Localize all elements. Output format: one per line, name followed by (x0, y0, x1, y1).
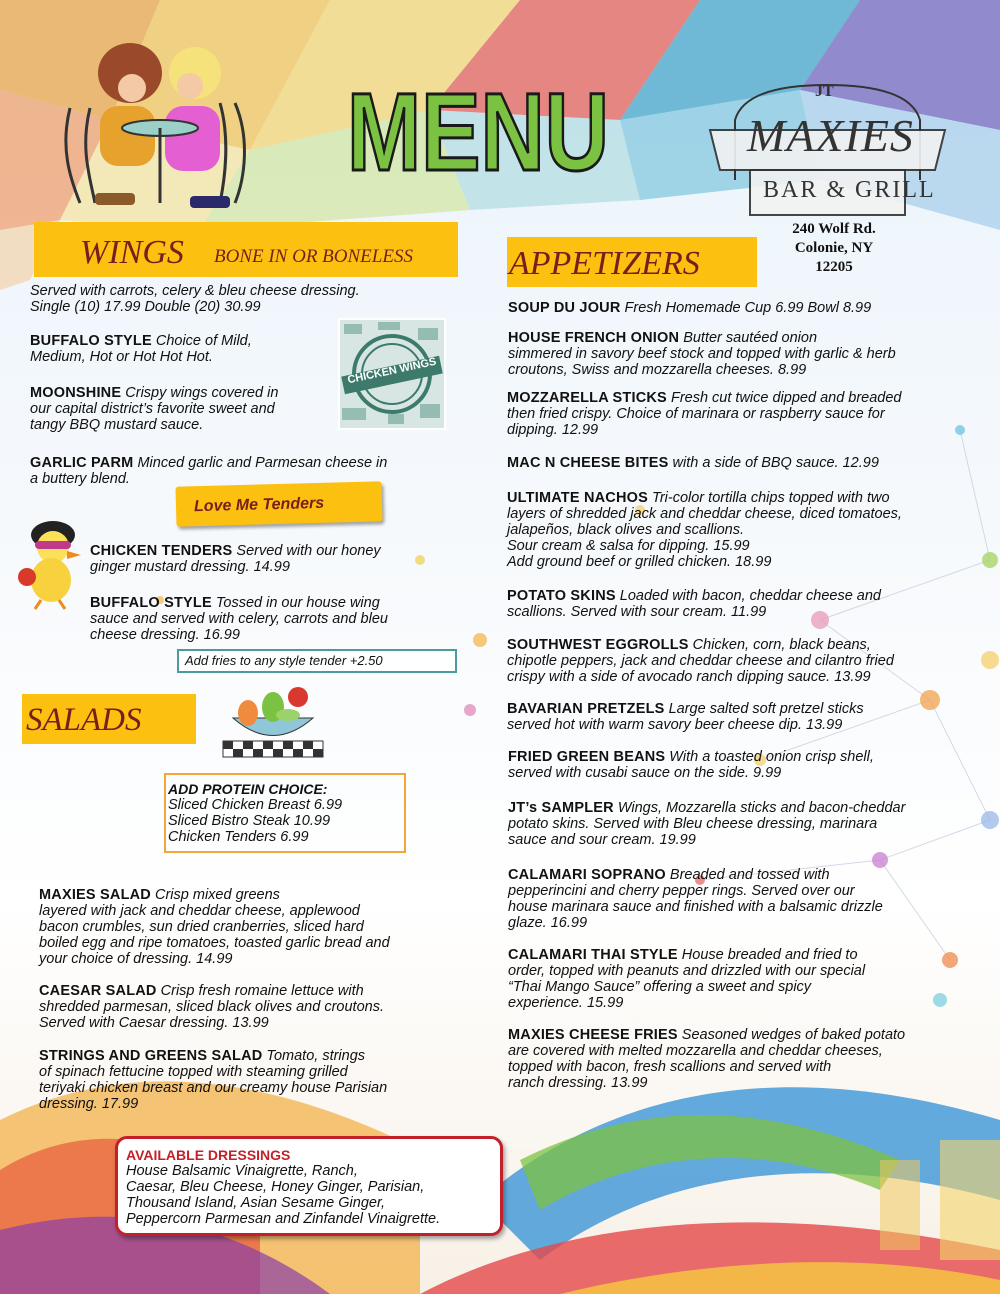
item-name: CAESAR SALAD (39, 983, 157, 999)
item-desc: experience. 15.99 (508, 995, 624, 1011)
item-name: BUFFALO STYLE (30, 333, 152, 349)
item-desc: Tomato, strings (262, 1048, 366, 1064)
menu-item (508, 1027, 905, 1091)
menu-item (90, 595, 388, 643)
salad-bowl-illustration (218, 683, 328, 763)
item-desc: croutons, Swiss and mozzarella cheeses. 8.99 (508, 362, 807, 378)
item-desc: cheese dressing. 16.99 (90, 627, 240, 643)
wings-title: WINGS (80, 234, 184, 271)
dressings-box (115, 1136, 503, 1236)
item-desc: Minced garlic and Parmesan cheese in (133, 455, 388, 471)
item-desc: served hot with warm savory beer cheese dip. 13.99 (507, 717, 843, 733)
address-line: 240 Wolf Rd. (792, 221, 876, 237)
dressing-line: Caesar, Bleu Cheese, Honey Ginger, Parisian, (126, 1179, 425, 1195)
menu-item (508, 330, 896, 378)
item-desc: of spinach fettucine topped with steaming grilled (39, 1064, 348, 1080)
item-name: MAXIES CHEESE FRIES (508, 1027, 678, 1043)
protein-option: Sliced Bistro Steak 10.99 (168, 813, 331, 829)
item-desc: Fresh cut twice dipped and breaded (666, 390, 902, 406)
menu-item (507, 490, 902, 570)
item-desc: layered with jack and cheddar cheese, applewood (39, 903, 360, 919)
item-name: FRIED GREEN BEANS (508, 749, 666, 765)
address (760, 220, 908, 277)
logo-name: MAXIES (747, 110, 914, 161)
item-name: STRINGS AND GREENS (39, 1048, 208, 1064)
dressing-line: Thousand Island, Asian Sesame Ginger, (126, 1195, 386, 1211)
item-name: MAC N CHEESE BITES (507, 455, 669, 471)
item-desc: dressing. 17.99 (39, 1096, 139, 1112)
item-desc: jalapeños, black olives and scallions. (507, 522, 744, 538)
dressing-line: House Balsamic Vinaigrette, Ranch, (126, 1163, 358, 1179)
tenders-banner-text: Love Me Tenders (193, 494, 325, 516)
item-desc: dipping. 12.99 (507, 422, 599, 438)
item-desc: shredded parmesan, sliced black olives and croutons. (39, 999, 384, 1015)
item-desc: with a side of BBQ sauce. 12.99 (668, 455, 879, 471)
item-desc: tangy BBQ mustard sauce. (30, 417, 204, 433)
item-desc: simmered in savory beef stock and topped with garlic & herb (508, 346, 896, 362)
item-desc: house marinara sauce and finished with a balsamic drizzle (508, 899, 883, 915)
protein-title: ADD PROTEIN CHOICE: (168, 781, 328, 797)
item-name: SOUTHWEST EGGROLLS (507, 637, 689, 653)
protein-option: Chicken Tenders 6.99 (168, 829, 309, 845)
item-desc: Add ground beef or grilled chicken. 18.99 (507, 554, 772, 570)
item-name: MAXIES SALAD (39, 887, 151, 903)
menu-item (507, 637, 894, 685)
item-name: HOUSE FRENCH ONION (508, 330, 680, 346)
address-line: 12205 (815, 259, 853, 275)
item-desc: Breaded and tossed with (665, 867, 830, 883)
item-desc: Fresh Homemade Cup 6.99 Bowl 8.99 (620, 300, 872, 316)
item-desc: Large salted soft pretzel sticks (664, 701, 864, 717)
menu-item (39, 1048, 387, 1112)
item-name: BAVARIAN PRETZELS (507, 701, 665, 717)
item-desc: Choice of Mild, (151, 333, 252, 349)
menu-item (508, 867, 883, 931)
item-desc: glaze. 16.99 (508, 915, 588, 931)
dressings-title: AVAILABLE DRESSINGS (126, 1147, 291, 1163)
menu-title-text: MENU (347, 71, 609, 194)
item-desc: scallions. Served with sour cream. 11.99 (507, 604, 767, 620)
wings-subtitle: BONE IN OR BONELESS (214, 246, 413, 267)
item-desc: Crisp fresh romaine lettuce with (156, 983, 364, 999)
item-name: BUFFALO STYLE (90, 595, 212, 611)
wings-intro-line: Single (10) 17.99 Double (20) 30.99 (30, 299, 261, 315)
menu-item (508, 300, 871, 316)
menu-item (508, 800, 905, 848)
item-desc: your choice of dressing. 14.99 (39, 951, 233, 967)
chicken-mascot-illustration (15, 505, 85, 610)
item-desc: Tri-color tortilla chips topped with two (648, 490, 890, 506)
item-desc: pepperincini and cherry pepper rings. Served over our (508, 883, 855, 899)
item-desc: “Thai Mango Sauce” offering a sweet and spicy (508, 979, 812, 995)
item-desc: potato skins. Served with Bleu cheese dressing, marinara (508, 816, 878, 832)
stamp-text: CHICKEN WINGS (346, 355, 438, 387)
item-desc: a buttery blend. (30, 471, 130, 487)
item-desc: Served with our honey (232, 543, 381, 559)
menu-item (30, 385, 278, 433)
menu-item (90, 543, 381, 575)
wings-intro-line: Served with carrots, celery & bleu cheese dressing. (30, 283, 360, 299)
menu-title (345, 70, 615, 194)
address-line: Colonie, NY (794, 240, 874, 256)
item-desc: our capital district’s favorite sweet and (30, 401, 275, 417)
item-desc: House breaded and fried to (677, 947, 858, 963)
item-desc: Served with Caesar dressing. 13.99 (39, 1015, 269, 1031)
menu-item (39, 983, 384, 1031)
item-desc: sauce and sour cream. 19.99 (508, 832, 696, 848)
item-desc: Crisp mixed greens (150, 887, 280, 903)
item-desc: sauce and served with celery, carrots and bleu (90, 611, 388, 627)
item-name: MOONSHINE (30, 385, 122, 401)
menu-item (39, 887, 390, 967)
item-desc: Sour cream & salsa for dipping. 15.99 (507, 538, 750, 554)
item-desc: Chicken, corn, black beans, (688, 637, 871, 653)
item-desc: crispy with a side of avocado ranch dipping sauce. 13.99 (507, 669, 871, 685)
item-desc: teriyaki chicken breast and our creamy house Parisian (39, 1080, 388, 1096)
menu-item (30, 333, 252, 365)
wings-header (34, 222, 458, 277)
item-desc: layers of shredded jack and cheddar cheese, diced tomatoes, (507, 506, 902, 522)
item-desc: served with cusabi sauce on the side. 9.99 (508, 765, 782, 781)
item-name: MOZZARELLA STICKS (507, 390, 667, 406)
menu-item (507, 455, 879, 471)
tenders-banner (176, 481, 383, 526)
chicken-wings-stamp (338, 318, 446, 430)
maxies-logo (705, 75, 950, 220)
item-desc: Tossed in our house wing (211, 595, 380, 611)
item-desc: Loaded with bacon, cheddar cheese and (615, 588, 881, 604)
logo-sub: BAR & GRILL (763, 177, 936, 203)
item-name: SOUP DU JOUR (508, 300, 621, 316)
item-name-suffix: SALAD (207, 1048, 263, 1064)
salads-header (22, 694, 196, 744)
item-desc: Wings, Mozzarella sticks and bacon-cheddar (613, 800, 906, 816)
item-name: CALAMARI THAI STYLE (508, 947, 678, 963)
item-desc: topped with bacon, fresh scallions and served with (508, 1059, 832, 1075)
item-desc: chipotle peppers, jack and cheddar cheese and cilantro fried (507, 653, 894, 669)
item-name: JT’s SAMPLER (508, 800, 614, 816)
menu-item (508, 749, 874, 781)
item-desc: ginger mustard dressing. 14.99 (90, 559, 290, 575)
item-desc: Medium, Hot or Hot Hot Hot. (30, 349, 213, 365)
protein-choice-box (164, 773, 406, 853)
item-desc: Seasoned wedges of baked potato (677, 1027, 906, 1043)
logo-jt: JT (815, 83, 834, 100)
item-name: CALAMARI SOPRANO (508, 867, 666, 883)
item-name: GARLIC PARM (30, 455, 134, 471)
item-name: POTATO SKINS (507, 588, 616, 604)
menu-item (507, 588, 881, 620)
appetizers-header (507, 237, 757, 287)
item-desc: Crispy wings covered in (121, 385, 279, 401)
dressings-list (126, 1163, 440, 1227)
item-desc: With a toasted onion crisp shell, (665, 749, 874, 765)
salads-title: SALADS (26, 702, 142, 738)
item-desc: are covered with melted mozzarella and cheddar cheeses, (508, 1043, 883, 1059)
item-desc: order, topped with peanuts and drizzled with our special (508, 963, 866, 979)
item-desc: ranch dressing. 13.99 (508, 1075, 648, 1091)
menu-item (508, 947, 865, 1011)
item-desc: Butter sautéed onion (679, 330, 818, 346)
item-desc: then fried crispy. Choice of marinara or raspberry sauce for (507, 406, 885, 422)
tender-fries-note: Add fries to any style tender +2.50 (177, 649, 457, 673)
item-desc: boiled egg and ripe tomatoes, toasted garlic bread and (39, 935, 390, 951)
protein-option: Sliced Chicken Breast 6.99 (168, 797, 343, 813)
ladies-cafe-illustration (50, 28, 260, 213)
item-desc: bacon crumbles, sun dried cranberries, sliced hard (39, 919, 364, 935)
menu-item (507, 701, 864, 733)
wings-intro (30, 283, 360, 315)
appetizers-title: APPETIZERS (509, 245, 700, 282)
item-name: CHICKEN TENDERS (90, 543, 233, 559)
dressing-line: Peppercorn Parmesan and Zinfandel Vinaigrette. (126, 1211, 441, 1227)
protein-list (168, 797, 342, 845)
item-name: ULTIMATE NACHOS (507, 490, 649, 506)
menu-item (507, 390, 902, 438)
